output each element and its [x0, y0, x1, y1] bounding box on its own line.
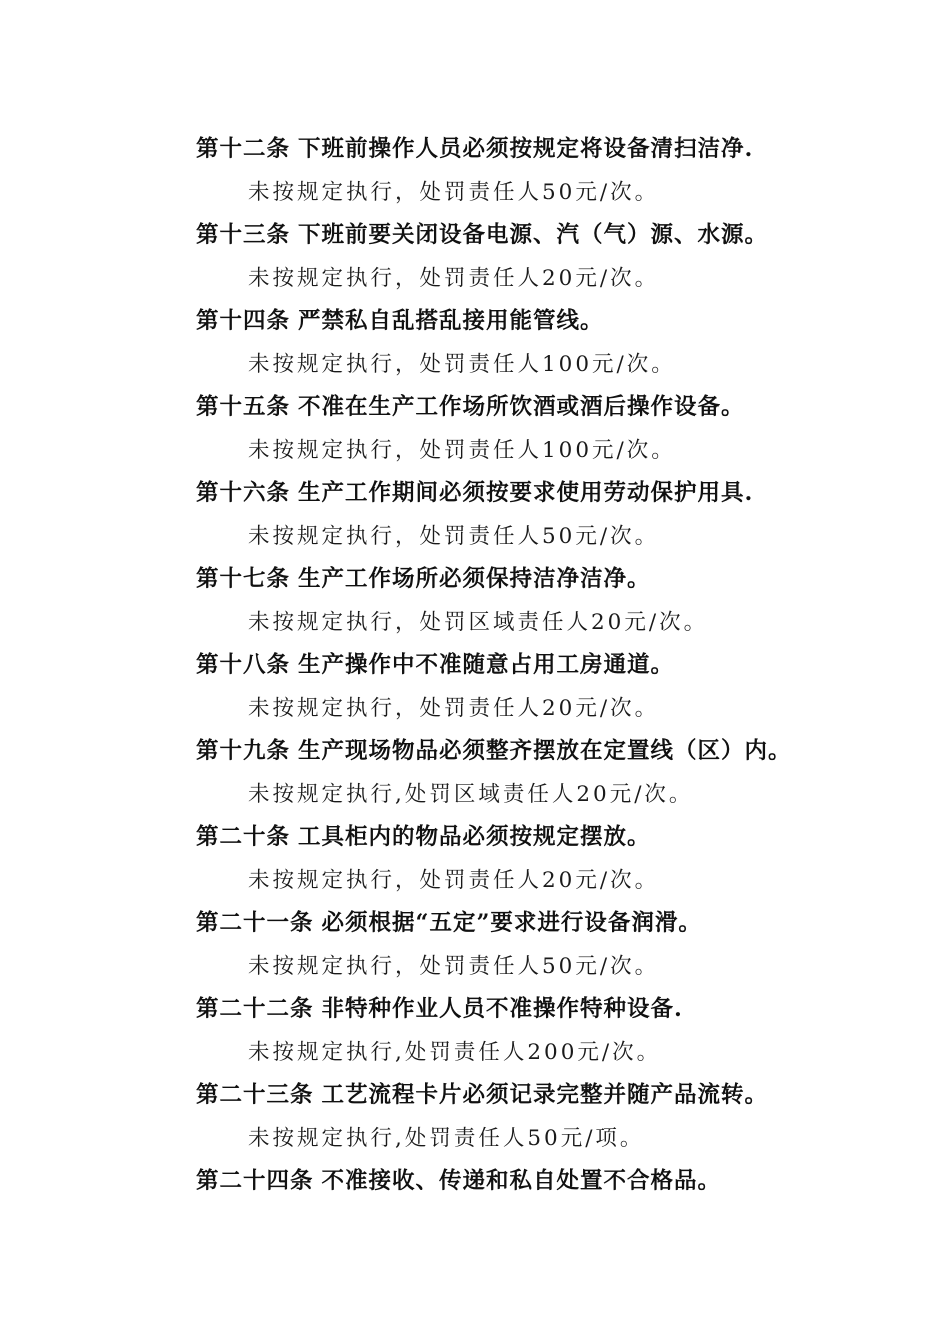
article-number: 第十五条: [196, 394, 291, 420]
article-number: 第二十二条: [196, 996, 314, 1022]
article-17: [196, 558, 896, 601]
article-text: 不准接收、传递和私自处置不合格品。: [321, 1168, 722, 1194]
article-15: [196, 386, 896, 429]
article-text: 非特种作业人员不准操作特种设备.: [321, 996, 683, 1022]
article-text: 生产现场物品必须整齐摆放在定置线（区）内。: [298, 738, 792, 764]
article-number: 第十九条: [196, 738, 291, 764]
article-text: 严禁私自乱搭乱接用能管线。: [298, 308, 604, 334]
penalty-18: 未按规定执行，处罚责任人20元/次。: [248, 696, 660, 721]
article-text: 下班前要关闭设备电源、汽（气）源、水源。: [298, 222, 769, 248]
article-22: [196, 988, 896, 1031]
penalty-23: 未按规定执行,处罚责任人50元/项。: [248, 1126, 645, 1151]
article-18: [196, 644, 896, 687]
article-12: [196, 128, 896, 171]
penalty-22: 未按规定执行,处罚责任人200元/次。: [248, 1040, 662, 1065]
article-number: 第十四条: [196, 308, 291, 334]
article-number: 第二十条: [196, 824, 291, 850]
penalty-13: 未按规定执行，处罚责任人20元/次。: [248, 266, 660, 291]
article-14: [196, 300, 896, 343]
article-text: 生产工作期间必须按要求使用劳动保护用具.: [298, 480, 754, 506]
penalty-21: 未按规定执行，处罚责任人50元/次。: [248, 954, 660, 979]
penalty-12: 未按规定执行，处罚责任人50元/次。: [248, 180, 660, 205]
article-number: 第二十四条: [196, 1168, 314, 1194]
article-20: [196, 816, 896, 859]
penalty-19: 未按规定执行,处罚区域责任人20元/次。: [248, 782, 694, 807]
article-21: [196, 902, 896, 945]
article-number: 第二十一条: [196, 910, 314, 936]
article-text: 工艺流程卡片必须记录完整并随产品流转。: [321, 1082, 769, 1108]
article-text: 不准在生产工作场所饮酒或酒后操作设备。: [298, 394, 745, 420]
article-13: [196, 214, 896, 257]
article-text: 工具柜内的物品必须按规定摆放。: [298, 824, 651, 850]
article-16: [196, 472, 896, 515]
article-23: [196, 1074, 896, 1117]
penalty-16: 未按规定执行，处罚责任人50元/次。: [248, 524, 660, 549]
article-number: 第十七条: [196, 566, 291, 592]
penalty-17: 未按规定执行，处罚区域责任人20元/次。: [248, 610, 709, 635]
article-number: 第十三条: [196, 222, 291, 248]
article-number: 第十六条: [196, 480, 291, 506]
article-text: 必须根据“五定”要求进行设备润滑。: [321, 910, 702, 936]
article-text: 下班前操作人员必须按规定将设备清扫洁净.: [298, 136, 754, 162]
article-19: [196, 730, 896, 773]
penalty-20: 未按规定执行，处罚责任人20元/次。: [248, 868, 660, 893]
article-text: 生产操作中不准随意占用工房通道。: [298, 652, 675, 678]
penalty-14: 未按规定执行，处罚责任人100元/次。: [248, 352, 676, 377]
article-text: 生产工作场所必须保持洁净洁净。: [298, 566, 651, 592]
article-number: 第十八条: [196, 652, 291, 678]
penalty-15: 未按规定执行，处罚责任人100元/次。: [248, 438, 676, 463]
article-number: 第十二条: [196, 136, 291, 162]
article-number: 第二十三条: [196, 1082, 314, 1108]
article-24: [196, 1160, 896, 1203]
regulation-list: [196, 128, 896, 1203]
